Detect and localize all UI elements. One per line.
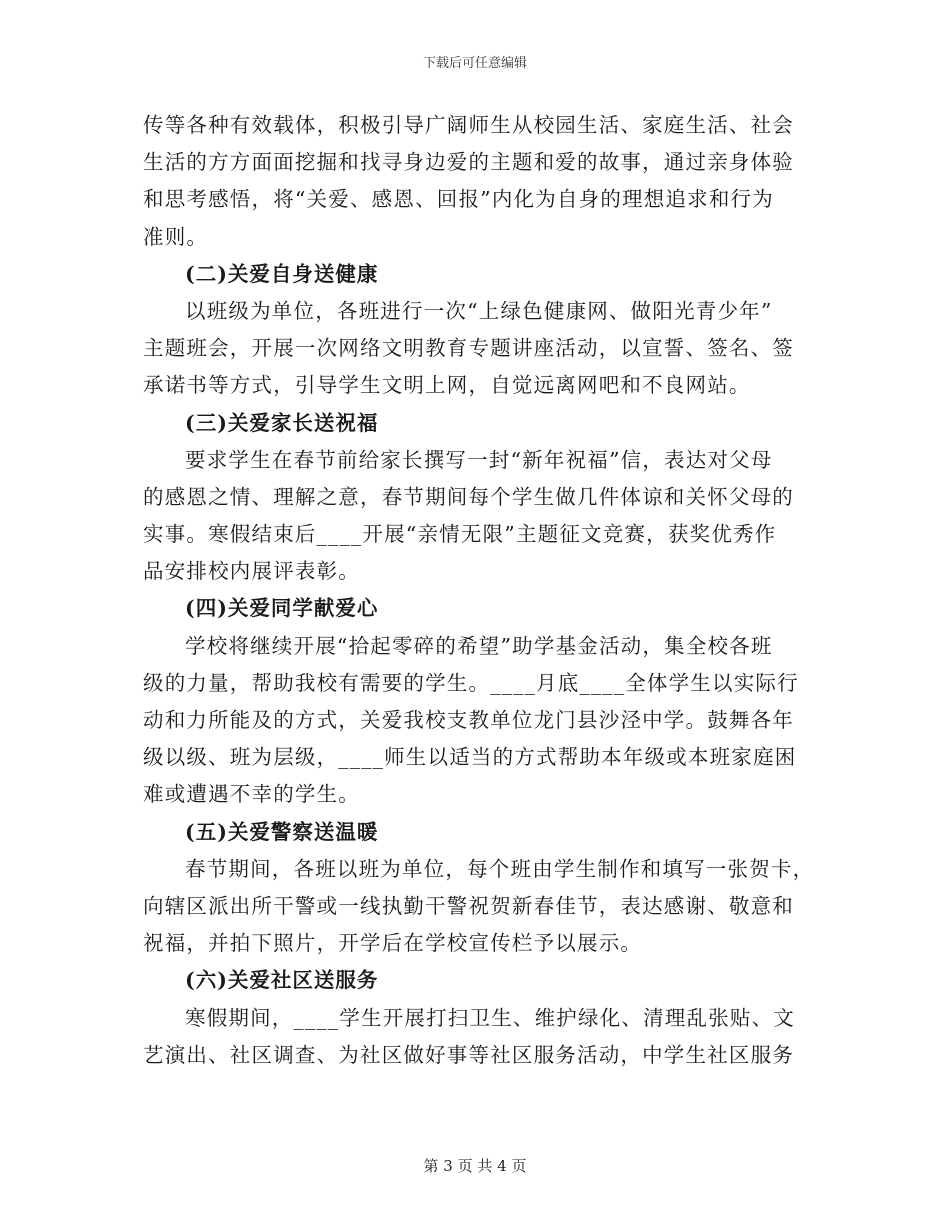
body-line: 生活的方方面面挖掘和找寻身边爱的主题和爱的故事，通过亲身体验 [143, 150, 794, 175]
body-line: 实事。寒假结束后____开展“亲情无限”主题征文竞赛，获奖优秀作 [143, 522, 777, 547]
section-heading-2: (二)关爱自身送健康 [185, 261, 379, 286]
body-line: 主题班会，开展一次网络文明教育专题讲座活动，以宣誓、签名、签 [143, 336, 794, 361]
section-heading-3: (三)关爱家长送祝福 [185, 410, 379, 435]
body-line: 学校将继续开展“拾起零碎的希望”助学基金活动，集全校各班 [185, 633, 773, 658]
body-line: 传等各种有效载体，积极引导广阔师生从校园生活、家庭生活、社会 [143, 113, 794, 137]
body-line: 级以级、班为层级，____师生以适当的方式帮助本年级或本班家庭困 [143, 745, 797, 770]
section-heading-5: (五)关爱警察送温暖 [185, 819, 379, 844]
body-line: 的感恩之情、理解之意，春节期间每个学生做几件体谅和关怀父母的 [143, 484, 794, 509]
body-line: 和思考感悟，将“关爱、感恩、回报”内化为自身的理想追求和行为 [143, 187, 774, 212]
body-line: 准则。 [143, 224, 209, 249]
body-line: 品安排校内展评表彰。 [143, 559, 360, 584]
body-line: 寒假期间，____学生开展打扫卫生、维护绿化、清理乱张贴、文 [185, 1005, 795, 1030]
body-line: 动和力所能及的方式，关爱我校支教单位龙门县沙泾中学。鼓舞各年 [143, 708, 794, 732]
body-line: 级的力量，帮助我校有需要的学生。____月底____全体学生以实际行 [143, 670, 799, 695]
body-line: 要求学生在春节前给家长撰写一封“新年祝福”信，表达对父母 [185, 447, 773, 472]
page-number-footer: 第 3 页 共 4 页 [423, 1157, 527, 1175]
section-heading-6: (六)关爱社区送服务 [185, 968, 379, 993]
body-line: 春节期间，各班以班为单位，每个班由学生制作和填写一张贺卡， [185, 856, 815, 881]
body-line: 以班级为单位，各班进行一次“上绿色健康网、做阳光青少年” [185, 298, 773, 323]
body-line: 艺演出、社区调查、为社区做好事等社区服务活动，中学生社区服务 [143, 1042, 794, 1067]
body-line: 难或遭遇不幸的学生。 [143, 782, 360, 807]
body-line: 祝福，并拍下照片，开学后在学校宣传栏予以展示。 [143, 931, 643, 956]
document-body [143, 107, 815, 1074]
body-line: 承诺书等方式，引导学生文明上网，自觉远离网吧和不良网站。 [143, 373, 751, 398]
body-line: 向辖区派出所干警或一线执勤干警祝贺新春佳节，表达感谢、敬意和 [143, 893, 794, 918]
page-header-note: 下载后可任意编辑 [422, 56, 527, 71]
section-heading-4: (四)关爱同学献爱心 [185, 596, 379, 621]
